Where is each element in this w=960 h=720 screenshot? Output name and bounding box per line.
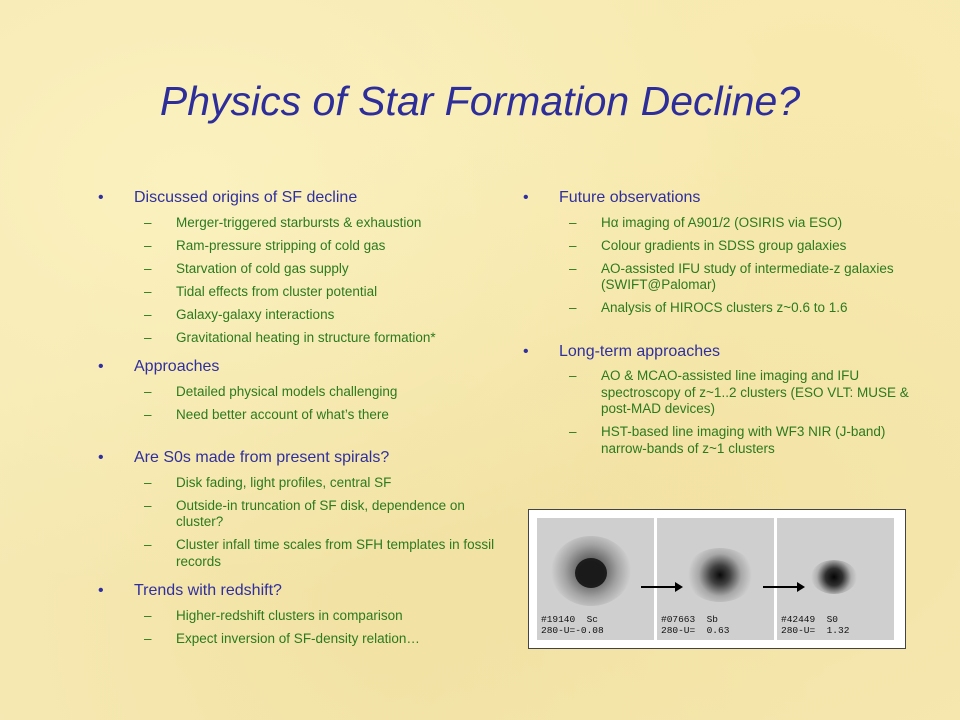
arrow-right-icon: [763, 586, 803, 588]
sub-item: – Expect inversion of SF-density relation…: [144, 630, 420, 646]
bullet-future-observations: [523, 188, 923, 208]
bullet-label: Are S0s made from present spirals?: [134, 449, 390, 466]
left-column: [98, 188, 510, 647]
sub-item: – Galaxy-galaxy interactions: [144, 306, 335, 322]
bullet-long-term-approaches: [523, 342, 923, 362]
bullet-dot: •: [98, 189, 104, 206]
sub-item: – Merger-triggered starbursts & exhaustion: [144, 214, 422, 230]
galaxy-label: #42449 S0 280-U= 1.32: [781, 614, 850, 636]
sub-item: – Higher-redshift clusters in comparison: [144, 607, 403, 623]
bullet-sf-decline-origins: [98, 188, 510, 208]
sub-item: – Detailed physical models challenging: [144, 383, 398, 399]
sub-item: – Need better account of what’s there: [144, 406, 389, 422]
galaxy-label: #07663 Sb 280-U= 0.63: [661, 614, 730, 636]
sub-item: – Gravitational heating in structure formation*: [144, 329, 436, 345]
bullet-label: Trends with redshift?: [134, 582, 282, 599]
bullet-s0-origins: [98, 448, 510, 468]
bullet-label: Discussed origins of SF decline: [134, 189, 358, 206]
bullet-dot: •: [523, 189, 529, 206]
sub-item: – Starvation of cold gas supply: [144, 260, 349, 276]
sub-item: – Colour gradients in SDSS group galaxies: [569, 237, 847, 253]
sub-item: – Cluster infall time scales from SFH templates in fossil records: [144, 537, 495, 569]
arrow-right-icon: [641, 586, 681, 588]
bullet-dot: •: [98, 582, 104, 599]
galaxy-panel-sc: [537, 518, 654, 640]
bullet-label: Approaches: [134, 358, 220, 375]
sub-item: – AO-assisted IFU study of intermediate-z galaxies (SWIFT@Palomar): [569, 260, 894, 292]
bullet-label: Future observations: [559, 189, 701, 206]
sub-item: – Outside-in truncation of SF disk, dependence on cluster?: [144, 497, 465, 529]
slide-title: Physics of Star Formation Decline?: [159, 78, 801, 124]
galaxy-image-figure: [528, 509, 906, 649]
galaxy-core: [575, 558, 607, 588]
bullet-dot: •: [98, 358, 104, 375]
right-column: [523, 188, 923, 457]
sub-item: – Ram-pressure stripping of cold gas: [144, 237, 386, 253]
bullet-approaches: [98, 357, 510, 377]
galaxy-spiral-sb: [685, 548, 755, 602]
sub-item: – Tidal effects from cluster potential: [144, 283, 378, 299]
galaxy-panel-sb: [657, 518, 774, 640]
sub-item: – Disk fading, light profiles, central SF: [144, 474, 392, 490]
sub-item: – HST-based line imaging with WF3 NIR (J-band) narrow-bands of z~1 clusters: [569, 424, 886, 456]
sub-item: – AO & MCAO-assisted line imaging and IFU spectroscopy of z~1..2 clusters (ESO VLT: MUSE & post-MAD devices): [569, 368, 909, 416]
bullet-label: Long-term approaches: [559, 342, 720, 360]
galaxy-panel-s0: [777, 518, 894, 640]
bullet-redshift-trends: [98, 581, 510, 601]
bullet-dot: •: [523, 342, 529, 360]
galaxy-label: #19140 Sc 280-U=-0.08: [541, 614, 604, 636]
galaxy-elliptical-s0: [811, 560, 857, 594]
sub-item: – Hα imaging of A901/2 (OSIRIS via ESO): [569, 214, 843, 230]
sub-item: – Analysis of HIROCS clusters z~0.6 to 1.6: [569, 300, 848, 315]
bullet-dot: •: [98, 449, 104, 466]
